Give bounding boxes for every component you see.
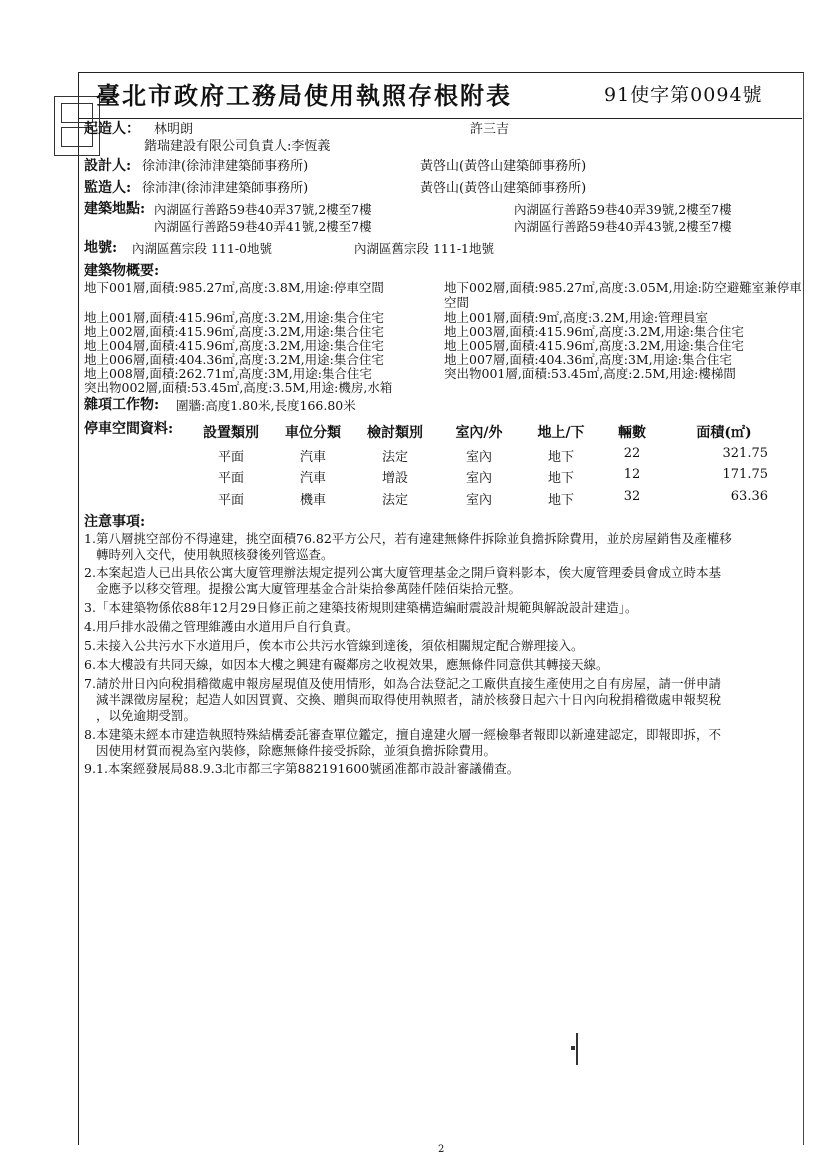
note-line: 本案起造人已出具依公寓大廈管理辦法規定提列公寓大廈管理基金之開戶資料影本，俟大廈管理委員會成立時本基	[96, 565, 722, 580]
overview-left-6: 突出物002層,面積:53.45㎡,高度:3.5M,用途:機房,水箱	[84, 380, 393, 395]
supervisor-2: 黃啓山(黃啓山建築師事務所)	[420, 181, 587, 196]
note-number: 3.	[84, 600, 96, 615]
parking-header-3: 室內/外	[455, 425, 503, 441]
note-line: 「本建築物係依88年12月29日修正前之建築技術規則建築構造編耐震設計規範與解說設計建造」。	[96, 600, 638, 615]
note-line: 金應予以移交管理。提撥公寓大廈管理基金合計柒拾參萬陸仟陸佰柒拾元整。	[96, 581, 522, 596]
overview-right-1: 空間	[444, 295, 470, 310]
overview-left-3: 地上004層,面積:415.96㎡,高度:3.2M,用途:集合住宅	[84, 338, 384, 353]
parking-cell: 22	[623, 446, 641, 461]
builder-label: 起造人：	[84, 121, 140, 137]
permit-number: 91使字第0094號	[604, 84, 763, 106]
parking-header-4: 地上/下	[537, 425, 585, 441]
overview-left-4: 地上006層,面積:404.36㎡,高度:3.2M,用途:集合住宅	[84, 352, 384, 367]
note-line: 1.本案經發展局88.9.3北市都三字第882191600號函准都市設計審議備查。	[96, 761, 520, 776]
note-line: 轉時列入交代，使用執照核發後列管巡查。	[96, 547, 334, 562]
note-line: 本建築未經本市建造執照特殊結構委託審查單位鑑定，擅自違建火層一經檢舉者報即以新違建認定，即報即拆，不	[96, 727, 722, 742]
note-line: 未接入公共污水下水道用戶，俟本市公共污水管線到達後，須依相關規定配合辦理接入。	[96, 638, 584, 653]
note-number: 7.	[84, 676, 96, 691]
designer-2: 黃啓山(黃啓山建築師事務所)	[420, 159, 587, 174]
note-line: 請於卅日內向稅捐稽徵處申報房屋現值及使用情形，如為合法登記之工廠供直接生產使用之自有房屋，請一併申請	[96, 676, 722, 691]
page-number: 2	[438, 1144, 445, 1155]
parking-cell: 法定	[381, 493, 408, 508]
overview-right-0: 地下002層,面積:985.27㎡,高度:3.05M,用途:防空避難室兼停車	[444, 280, 802, 295]
overview-label: 建築物概要:	[84, 263, 160, 279]
scan-mark	[571, 1046, 575, 1050]
overview-left-2: 地上002層,面積:415.96㎡,高度:3.2M,用途:集合住宅	[84, 324, 384, 339]
overview-left-5: 地上008層,面積:262.71㎡,高度:3M,用途:集合住宅	[84, 366, 372, 381]
note-line: 因使用材質而視為室內裝修，除應無條件接受拆除，並須負擔拆除費用。	[96, 743, 497, 758]
parking-cell: 法定	[381, 450, 408, 465]
note-number: 2.	[84, 565, 96, 580]
note-number: 1.	[84, 531, 96, 546]
designer-label: 設計人:	[84, 158, 132, 174]
parking-label: 停車空間資料:	[84, 421, 174, 437]
parking-cell: 32	[623, 489, 641, 504]
parking-cell: 63.36	[730, 489, 768, 504]
parking-cell: 機車	[299, 493, 326, 508]
parking-cell: 平面	[217, 471, 244, 486]
notes-label: 注意事項:	[84, 514, 146, 530]
parking-cell: 171.75	[722, 467, 768, 482]
location-address-1: 內湖區行善路59巷40弄37號,2樓至7樓	[154, 202, 372, 217]
lot-number-1: 內湖區舊宗段 111-0地號	[132, 241, 273, 256]
misc-value: 圍牆:高度1.80米,長度166.80米	[176, 398, 356, 413]
parking-cell: 汽車	[299, 450, 326, 465]
note-number: 4.	[84, 619, 96, 634]
note-line: 本大樓設有共同天線，如因本大樓之興建有礙鄰房之收視效果，應無條件同意供其轉接天線。	[96, 657, 609, 672]
note-number: 6.	[84, 657, 96, 672]
scan-mark	[576, 1033, 578, 1065]
overview-right-2: 地上001層,面積:9㎡,高度:3.2M,用途:管理員室	[444, 310, 709, 325]
note-number: 5.	[84, 638, 96, 653]
lot-number-2: 內湖區舊宗段 111-1地號	[354, 241, 495, 256]
location-address-2: 內湖區行善路59巷40弄39號,2樓至7樓	[514, 202, 732, 217]
parking-cell: 地下	[547, 493, 574, 508]
location-address-3: 內湖區行善路59巷40弄41號,2樓至7樓	[154, 219, 372, 234]
parking-header-0: 設置類別	[203, 425, 259, 441]
parking-header-5: 輛數	[618, 425, 646, 441]
note-line: 用戶排水設備之管理維護由水道用戶自行負責。	[96, 619, 359, 634]
parking-cell: 地下	[547, 450, 574, 465]
designer-1: 徐沛津(徐沛津建築師事務所)	[142, 159, 309, 174]
builder-name-2: 許三吉	[470, 122, 510, 137]
parking-cell: 12	[623, 467, 641, 482]
note-number: 9.	[84, 761, 96, 776]
builder-name-1: 林明朗	[154, 122, 194, 137]
parking-cell: 室內	[465, 471, 492, 486]
parking-cell: 室內	[465, 450, 492, 465]
parking-cell: 室內	[465, 493, 492, 508]
parking-cell: 汽車	[299, 471, 326, 486]
parking-cell: 增設	[381, 471, 408, 486]
note-line: 第八層挑空部份不得違建，挑空面積76.82平方公尺，若有違建無條件拆除並負擔拆除費用，並於房屋銷售及產權移	[96, 531, 732, 546]
overview-left-0: 地下001層,面積:985.27㎡,高度:3.8M,用途:停車空間	[84, 280, 384, 295]
overview-right-6: 突出物001層,面積:53.45㎡,高度:2.5M,用途:樓梯間	[444, 366, 736, 381]
supervisor-label: 監造人:	[84, 180, 132, 196]
parking-header-1: 車位分類	[285, 425, 341, 441]
parking-cell: 321.75	[722, 446, 768, 461]
location-address-4: 內湖區行善路59巷40弄43號,2樓至7樓	[514, 219, 732, 234]
page-title: 臺北市政府工務局使用執照存根附表	[96, 81, 512, 110]
builder-company: 鍇瑞建設有限公司負責人:李恆義	[144, 139, 331, 154]
note-line: 減半課徵房屋稅；起造人如因買賣、交換、贈與而取得使用執照者，請於核發日起六十日內向稅捐稽徵處申報契稅	[96, 692, 722, 707]
note-line: ，以免逾期受罰。	[96, 708, 197, 723]
lot-label: 地號:	[84, 240, 118, 256]
overview-right-4: 地上005層,面積:415.96㎡,高度:3.2M,用途:集合住宅	[444, 338, 744, 353]
parking-header-2: 檢討類別	[367, 425, 423, 441]
overview-right-5: 地上007層,面積:404.36㎡,高度:3M,用途:集合住宅	[444, 352, 732, 367]
parking-cell: 地下	[547, 471, 574, 486]
parking-header-6: 面積(㎡)	[696, 425, 752, 441]
note-number: 8.	[84, 727, 96, 742]
misc-label: 雜項工作物:	[84, 397, 160, 413]
overview-right-3: 地上003層,面積:415.96㎡,高度:3.2M,用途:集合住宅	[444, 324, 744, 339]
parking-cell: 平面	[217, 450, 244, 465]
overview-left-1: 地上001層,面積:415.96㎡,高度:3.2M,用途:集合住宅	[84, 310, 384, 325]
parking-cell: 平面	[217, 493, 244, 508]
location-label: 建築地點:	[84, 201, 146, 217]
supervisor-1: 徐沛津(徐沛津建築師事務所)	[142, 181, 309, 196]
